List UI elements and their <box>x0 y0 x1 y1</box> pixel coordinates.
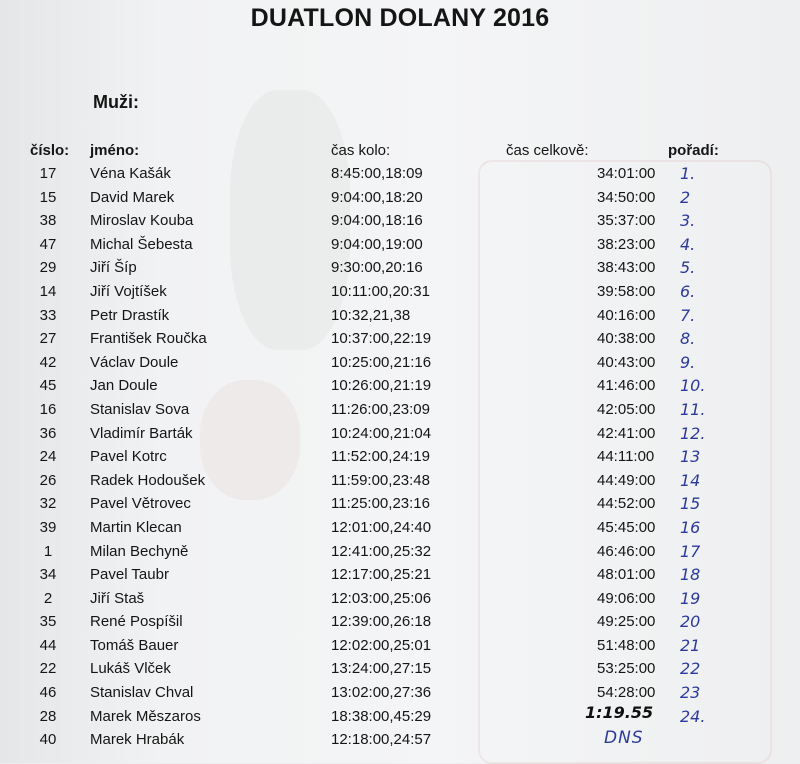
competitor-name: Jan Doule <box>90 377 158 395</box>
rank-handwritten: 23 <box>680 683 701 703</box>
table-row <box>0 563 800 587</box>
competitor-name: Lukáš Vlček <box>90 660 171 678</box>
table-row <box>0 469 800 493</box>
start-number: 40 <box>39 731 57 749</box>
rank-handwritten: 17 <box>680 541 701 561</box>
rank-handwritten: 14 <box>680 470 701 490</box>
start-number: 45 <box>39 377 57 395</box>
handwritten-dns: DNS <box>604 728 644 748</box>
competitor-name: Marek Měszaros <box>90 707 201 725</box>
competitor-name: Véna Kašák <box>90 165 171 182</box>
lap-time: 11:26:00,23:09 <box>331 400 430 418</box>
table-row <box>0 374 800 398</box>
lap-time: 12:03:00,25:06 <box>331 589 432 607</box>
start-number: 22 <box>39 660 57 678</box>
start-number: 47 <box>39 235 57 253</box>
competitor-name: Michal Šebesta <box>90 235 193 253</box>
lap-time: 18:38:00,45:29 <box>331 707 432 725</box>
table-row <box>0 327 800 351</box>
lap-time: 12:41:00,25:32 <box>331 542 432 560</box>
lap-time: 12:01:00,24:40 <box>331 518 432 536</box>
rank-handwritten: 3. <box>680 211 696 231</box>
page-title: DUATLON DOLANY 2016 <box>250 4 550 32</box>
start-number: 15 <box>39 188 57 206</box>
table-row <box>0 445 800 469</box>
start-number: 16 <box>39 400 57 418</box>
start-number: 46 <box>39 684 57 702</box>
competitor-name: Radek Hodoušek <box>90 471 206 489</box>
table-row <box>0 492 800 516</box>
start-number: 34 <box>39 566 57 584</box>
start-number: 1 <box>43 542 53 560</box>
start-number: 32 <box>39 495 57 513</box>
rank-handwritten: 13 <box>680 447 701 467</box>
table-row <box>0 280 800 304</box>
table-row <box>0 516 800 540</box>
lap-time: 12:39:00,26:18 <box>331 613 432 631</box>
total-time: 35:37:00 <box>597 212 656 230</box>
start-number: 42 <box>39 353 57 371</box>
rank-handwritten: 12. <box>680 423 706 443</box>
rank-handwritten: 1. <box>680 164 696 183</box>
total-time: 44:49:00 <box>597 471 656 489</box>
lap-time: 13:02:00,27:36 <box>331 684 432 702</box>
lap-time: 10:24:00,21:04 <box>331 424 432 442</box>
competitor-name: Milan Bechyně <box>90 542 189 560</box>
rank-handwritten: 10. <box>680 376 706 396</box>
rank-handwritten: 19 <box>680 588 701 608</box>
total-time: 34:01:00 <box>597 165 656 182</box>
rank-handwritten: 8. <box>680 329 696 349</box>
table-row <box>0 209 800 233</box>
lap-time: 9:04:00,19:00 <box>331 235 423 253</box>
table-row <box>0 540 800 564</box>
header-name: jméno: <box>90 142 140 159</box>
lap-time: 12:17:00,25:21 <box>331 566 432 584</box>
competitor-name: Vladimír Barták <box>90 424 193 442</box>
total-time: 45:45:00 <box>597 518 656 536</box>
start-number: 27 <box>39 330 57 348</box>
table-row <box>0 610 800 634</box>
rank-handwritten: 4. <box>680 234 696 254</box>
competitor-name: Tomáš Bauer <box>90 636 179 654</box>
table-row <box>0 681 800 705</box>
lap-time: 9:30:00,20:16 <box>331 259 423 277</box>
start-number: 36 <box>39 424 57 442</box>
lap-time: 10:25:00,21:16 <box>331 353 432 371</box>
start-number: 39 <box>39 518 57 536</box>
total-time: 46:46:00 <box>597 542 656 560</box>
total-time: 38:43:00 <box>597 259 656 277</box>
rank-handwritten: 22 <box>680 659 701 679</box>
rank-handwritten: 21 <box>680 635 701 655</box>
lap-time: 11:25:00,23:16 <box>331 495 430 513</box>
total-time: 53:25:00 <box>597 660 656 678</box>
lap-time: 10:32,21,38 <box>331 306 411 324</box>
lap-time: 12:18:00,24:57 <box>331 731 432 749</box>
table-row <box>0 233 800 257</box>
competitor-name: Martin Klecan <box>90 518 182 536</box>
total-time: 40:38:00 <box>597 330 656 348</box>
competitor-name: Petr Drastík <box>90 306 170 324</box>
table-row <box>0 422 800 446</box>
table-row <box>0 398 800 422</box>
header-total-time: čas celkově: <box>506 142 589 159</box>
competitor-name: Marek Hrabák <box>90 731 185 749</box>
total-time: 44:11:00 <box>597 448 655 466</box>
header-lap-time: čas kolo: <box>331 142 391 159</box>
lap-time: 10:11:00,20:31 <box>331 282 430 300</box>
total-time: 42:05:00 <box>597 400 656 418</box>
lap-time: 13:24:00,27:15 <box>331 660 432 678</box>
header-rank: pořadí: <box>668 142 719 159</box>
table-row <box>0 351 800 375</box>
lap-time: 11:52:00,24:19 <box>331 448 430 466</box>
table-row <box>0 186 800 210</box>
competitor-name: Pavel Větrovec <box>90 495 191 513</box>
rank-handwritten: 15 <box>680 494 701 514</box>
table-row <box>0 634 800 658</box>
start-number: 26 <box>39 471 57 489</box>
lap-time: 9:04:00,18:20 <box>331 188 423 206</box>
total-time: 39:58:00 <box>597 282 656 300</box>
total-time: 48:01:00 <box>597 566 656 584</box>
total-time: 51:48:00 <box>597 636 656 654</box>
start-number: 14 <box>39 282 57 300</box>
competitor-name: David Marek <box>90 188 175 206</box>
start-number: 2 <box>43 589 53 607</box>
table-row <box>0 162 800 186</box>
rank-handwritten: 5. <box>680 258 696 278</box>
rank-handwritten: 2 <box>680 187 691 207</box>
lap-time: 10:37:00,22:19 <box>331 330 432 348</box>
lap-time: 9:04:00,18:16 <box>331 212 423 230</box>
lap-time: 11:59:00,23:48 <box>331 471 430 489</box>
lap-time: 8:45:00,18:09 <box>331 165 423 182</box>
competitor-name: Jiří Šíp <box>90 259 137 277</box>
rank-handwritten: 24. <box>680 706 706 726</box>
rank-handwritten: 9. <box>680 352 696 372</box>
header-number: číslo: <box>30 142 70 159</box>
table-row <box>0 728 800 752</box>
competitor-name: Miroslav Kouba <box>90 212 194 230</box>
competitor-name: Pavel Kotrc <box>90 448 167 466</box>
total-time: 40:43:00 <box>597 353 656 371</box>
total-time: 41:46:00 <box>597 377 656 395</box>
total-time: 54:28:00 <box>597 684 656 702</box>
competitor-name: Jiří Staš <box>90 589 145 607</box>
competitor-name: Jiří Vojtíšek <box>90 282 167 300</box>
competitor-name: René Pospíšil <box>90 613 183 631</box>
results-table <box>0 162 800 752</box>
total-time: 34:50:00 <box>597 188 656 206</box>
competitor-name: Stanislav Sova <box>90 400 190 418</box>
rank-handwritten: 20 <box>680 612 701 632</box>
total-time: 40:16:00 <box>597 306 656 324</box>
total-time: 49:25:00 <box>597 613 656 631</box>
rank-handwritten: 16 <box>680 517 701 537</box>
start-number: 29 <box>39 259 57 277</box>
total-time: 38:23:00 <box>597 235 656 253</box>
total-time: 49:06:00 <box>597 589 656 607</box>
competitor-name: František Roučka <box>90 330 207 348</box>
lap-time: 10:26:00,21:19 <box>331 377 432 395</box>
rank-handwritten: 18 <box>680 565 701 585</box>
start-number: 33 <box>39 306 57 324</box>
rank-handwritten: 6. <box>680 281 696 301</box>
section-heading: Muži: <box>93 92 139 112</box>
start-number: 38 <box>39 212 57 230</box>
table-row <box>0 657 800 681</box>
competitor-name: Václav Doule <box>90 353 179 371</box>
start-number: 28 <box>39 707 57 725</box>
competitor-name: Stanislav Chval <box>90 684 194 702</box>
table-row <box>0 304 800 328</box>
start-number: 24 <box>39 448 57 466</box>
table-row <box>0 705 800 729</box>
total-time: 42:41:00 <box>597 424 656 442</box>
start-number: 44 <box>39 636 57 654</box>
rank-handwritten: 11. <box>680 399 706 419</box>
lap-time: 12:02:00,25:01 <box>331 636 432 654</box>
total-time: 44:52:00 <box>597 495 656 513</box>
start-number: 35 <box>39 613 57 631</box>
handwritten-time: 1:19.55 <box>585 703 654 722</box>
table-row <box>0 587 800 611</box>
rank-handwritten: 7. <box>680 305 696 325</box>
table-row <box>0 256 800 280</box>
competitor-name: Pavel Taubr <box>90 566 169 584</box>
start-number: 17 <box>39 165 57 182</box>
